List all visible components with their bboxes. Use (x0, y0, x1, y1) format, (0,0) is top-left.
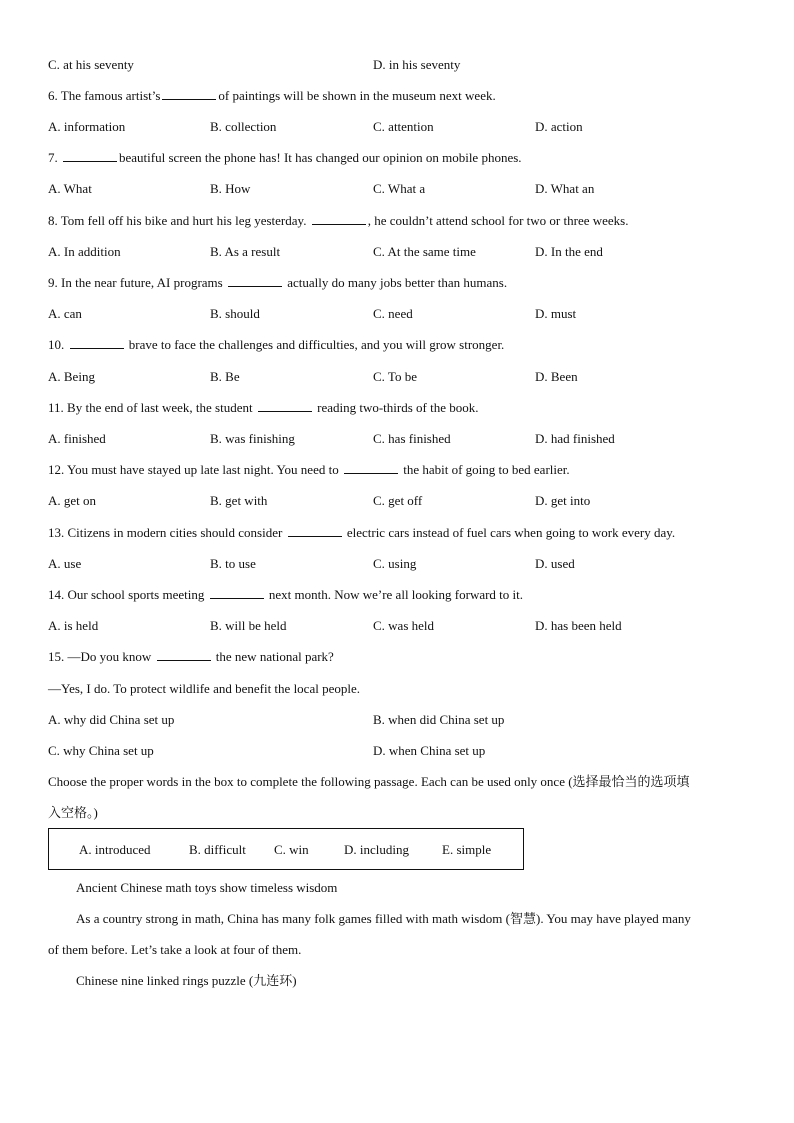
question-13-options (48, 556, 748, 572)
option-c: C. To be (373, 369, 417, 384)
section-instruction: Choose the proper words in the box to complete the following passage. Each can be used only once (选择最恰当的选项填 (48, 774, 690, 789)
question-7: 7. beautiful screen the phone has! It has changed our opinion on mobile phones. (48, 150, 522, 165)
question-7-options (48, 181, 748, 197)
question-11: 11. By the end of last week, the student reading two-thirds of the book. (48, 400, 479, 415)
q5-option-d: D. in his seventy (373, 57, 461, 72)
answer-blank (157, 649, 211, 661)
q5-option-c: C. at his seventy (48, 57, 134, 72)
option-c: C. What a (373, 181, 426, 196)
question-9-options (48, 306, 748, 322)
answer-blank (210, 587, 264, 599)
option-b: B. when did China set up (373, 712, 505, 727)
option-d: D. What an (535, 181, 595, 196)
word-option-e: E. simple (442, 842, 492, 857)
option-a: A. information (48, 119, 126, 134)
question-10-options (48, 369, 748, 385)
option-d: D. get into (535, 493, 591, 508)
option-b: B. As a result (210, 244, 281, 259)
answer-blank (63, 150, 117, 162)
option-d: D. action (535, 119, 583, 134)
question-14-options (48, 618, 748, 634)
q5-options (48, 57, 748, 73)
option-a: A. get on (48, 493, 97, 508)
option-b: B. will be held (210, 618, 287, 633)
option-b: B. get with (210, 493, 268, 508)
question-6: 6. The famous artist’s of paintings will be shown in the museum next week. (48, 88, 496, 103)
question-13: 13. Citizens in modern cities should consider electric cars instead of fuel cars when going to work every day. (48, 525, 676, 540)
word-option-c: C. win (274, 842, 309, 857)
question-12: 12. You must have stayed up late last night. You need to the habit of going to bed earlier. (48, 462, 570, 477)
answer-blank (70, 337, 124, 349)
question-14: 14. Our school sports meeting next month. Now we’re all looking forward to it. (48, 587, 524, 602)
answer-blank (258, 400, 312, 412)
word-option-b: B. difficult (189, 842, 246, 857)
option-b: B. Be (210, 369, 240, 384)
word-option-a: A. introduced (79, 842, 151, 857)
answer-blank (312, 213, 366, 225)
option-c: C. attention (373, 119, 434, 134)
word-box (48, 828, 524, 870)
option-c: C. At the same time (373, 244, 476, 259)
option-d: D. must (535, 306, 577, 321)
option-c: C. has finished (373, 431, 451, 446)
passage-title: Ancient Chinese math toys show timeless wisdom (76, 880, 338, 895)
passage-para1-line1: As a country strong in math, China has many folk games filled with math wisdom (智慧). You may have played many (76, 911, 691, 926)
option-d: D. had finished (535, 431, 615, 446)
question-8: 8. Tom fell off his bike and hurt his leg yesterday. , he couldn’t attend school for two or three weeks. (48, 213, 629, 228)
option-b: B. was finishing (210, 431, 295, 446)
option-d: D. has been held (535, 618, 622, 633)
passage-para1-line2: of them before. Let’s take a look at four of them. (48, 942, 302, 957)
question-10: 10. brave to face the challenges and difficulties, and you will grow stronger. (48, 337, 505, 352)
question-15-options-ab (48, 712, 748, 728)
option-b: B. How (210, 181, 251, 196)
option-a: A. What (48, 181, 92, 196)
option-c: C. was held (373, 618, 435, 633)
answer-blank (344, 462, 398, 474)
question-11-options (48, 431, 748, 447)
answer-blank (288, 525, 342, 537)
option-c: C. why China set up (48, 743, 154, 758)
option-d: D. when China set up (373, 743, 486, 758)
question-15-response: —Yes, I do. To protect wildlife and benefit the local people. (48, 681, 360, 696)
option-a: A. In addition (48, 244, 121, 259)
question-15-options-cd (48, 743, 748, 759)
option-d: D. used (535, 556, 575, 571)
option-a: A. is held (48, 618, 99, 633)
question-15: 15. —Do you know the new national park? (48, 649, 334, 664)
option-b: B. collection (210, 119, 277, 134)
option-a: A. can (48, 306, 82, 321)
option-c: C. using (373, 556, 417, 571)
option-a: A. Being (48, 369, 95, 384)
passage-subheading: Chinese nine linked rings puzzle (九连环) (76, 973, 297, 988)
question-12-options (48, 493, 748, 509)
option-c: C. get off (373, 493, 423, 508)
word-option-d: D. including (344, 842, 409, 857)
option-b: B. to use (210, 556, 256, 571)
answer-blank (162, 88, 216, 100)
option-d: D. In the end (535, 244, 603, 259)
question-6-options (48, 119, 748, 135)
option-c: C. need (373, 306, 413, 321)
option-a: A. use (48, 556, 82, 571)
option-a: A. why did China set up (48, 712, 175, 727)
option-b: B. should (210, 306, 260, 321)
answer-blank (228, 275, 282, 287)
option-a: A. finished (48, 431, 106, 446)
option-d: D. Been (535, 369, 578, 384)
question-8-options (48, 244, 748, 260)
question-9: 9. In the near future, AI programs actually do many jobs better than humans. (48, 275, 508, 290)
section-instruction-cont: 入空格。) (48, 805, 98, 820)
